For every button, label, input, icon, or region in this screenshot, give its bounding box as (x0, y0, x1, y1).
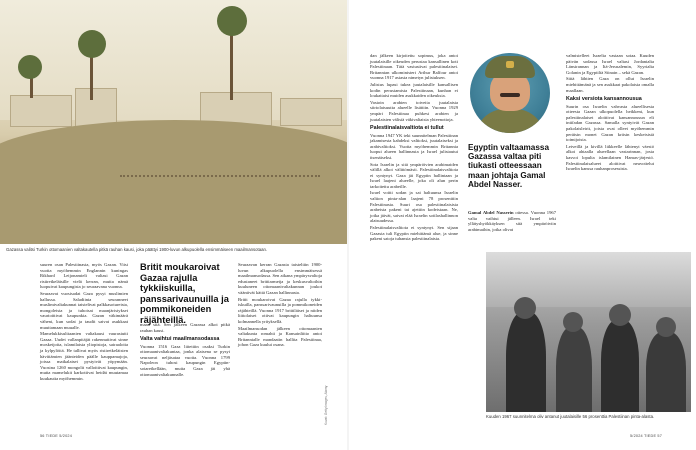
pull-quote: Britit moukaroivat Gazaa rajulla tykkiiskuilla, panssarivaunuilla ja pommikoneiden räjähteillä. (140, 262, 229, 325)
paragraph: Palestiinalaisvaltiota ei syntynyt. Sen sijaan Gazasta tuli Egyptin miehittämä alue, ja sinne pakeni satoja tuhansia palestiinalaisia. (370, 225, 458, 242)
caption-bold: Gamal Abdel Nasserin (468, 210, 514, 215)
paragraph: Vastoin arabien toiveita juutalaista siirtolaisuutta alueelle lisättiin. Vuonna 1929 ympäri Palestiinaa puhkesi arabien ja juutalaisten välisiä väkivaltaisia yhteenottoja. (370, 99, 458, 122)
page-number-left: 56 TIEDE 5/2024 (40, 434, 73, 438)
paragraph: Vuonna 1516 Gaza liitettiin osaksi Turkin ottomaanivaltakuntaa, jonka alaisena se pysyi seuraavat neljäsataa vuotta. Vuonna 1799 Napoleon tuhosi kaupungin Egyptin-sotaretkellään, mutta Gaza jäi yhä ottomaanivaltakunnalle. (140, 343, 230, 377)
caption-text: ottessa. Vuonna 1967 valta vaihtui jälleen. Israel teki yllätyshyökkäyksen sitä ympäröiviin arabimaihin, jotka olivat (468, 210, 556, 232)
subheading: Valta vaihtui maailmansodassa (140, 336, 220, 343)
paragraph: Britit moukaroivat Gazaa rajulla tykki-iskuilla, panssarivaunuilla ja pommikoneiden räjähteillä. Vuonna 1917 brittiläiset ja niiden liittolaiset ottivat kaupungin haltuunsa kolmannella yrityksellä. (238, 296, 322, 324)
subheading: Palestiinalaisvaltiota ei tullut (370, 125, 444, 132)
paragraph: maan sitä. Sen jälkeen Gazassa alkoi pitkä rauhan kausi. (140, 322, 230, 333)
paragraph: suuren osan Palestiinasta, myös Gazan. Viisi vuotta myöhemmin Englannin kuningas Rikhard Leijonamieli valtasi Gazan ristiretkeläisille vielä kerran, mutta nämä luopuivat kaupungista jo seuraavana vuonna. (40, 262, 128, 290)
paragraph: Sota Israelin ja sitä ympäröivien arabimaiden välillä alkoi välittömästi. Palestiinalaisvaltiota ei syntynyt. Gaza jäi Egyptin hallintaan ja Israel laajeni alueelle, joka oli alun perin tarkoitettu arabeille. (370, 161, 458, 189)
paragraph: Leiveillä ja kivillä liikkeelle lähtenyt väestö alkoi ahtaalla alueellaan vastarinnan, josta kasvoi lopulta islamilainen Hamas-järjestö. Palestiinalaisalueet aloittivat neuvottelut Israelin kanssa rauhanprosessista. (566, 143, 654, 172)
right-column-2 (566, 53, 654, 173)
photo-caption: Kuuden 1967 suunnitelma oliv antanut juutalaisille 56 prosenttia Palestiinan pinta-alasta. (486, 414, 655, 419)
left-column-2 (140, 322, 230, 378)
paragraph: Suurin osa Israelin vahvasta alueellisesta otteesta Gazan ulkopuolella heikkeni, kun palestiinalaiset aloittivat kansannousun eli intifadan Gazassa. Samalla syntyivät Gazan pakolaisleirit, joista ovat olleet myöhemmin peräisin monet Gazan kriisin keskeisistä toimijoista. (566, 103, 654, 143)
refugees-photo (486, 252, 691, 412)
photo-credit: Kuvat: Getty Images, Alamy (324, 385, 328, 425)
gutter (347, 0, 349, 450)
paragraph: Maailmansodan jälkeen ottomaanien valtakunta romahti ja Kansainliitto antoi Britannialle mandaatin hallita Palestiinaa, johon Gaza kuului osana. (238, 325, 322, 348)
left-column-3 (238, 262, 322, 349)
paragraph: Julistus lupasi tukea juutalaisille kansallisen kodin perustamista Palestiinaan, kunhan ei loukattaisi muiden asukkaiden oikeuksia. (370, 81, 458, 99)
portrait-caption (468, 210, 556, 233)
right-column-1 (370, 53, 458, 243)
paragraph: Israel voitti sodan ja sai haltuunsa Israelin valtion pinta-alan laajeni 78 prosenttiin Palestiinasta. Suuri osa palestiinalaisista arabeista pakeni tai ajettiin kodeistaan. Ne, jotka jäivät, saivat elää Israelin sotilashallinnon alaisuudessa. (370, 190, 458, 224)
hero-caption: Gazassa valitsi Turkin ottomaanien valtakautella pitkä rauhan kausi, joka päättyi 1900-luvun alkupuolella ensimmäiseen maailmansotaan. (6, 247, 268, 252)
page-number-right: 5/2024 TIEDE 57 (630, 434, 663, 438)
paragraph: valmistelleet Israelia vastaan sotaa. Kuuden päivän sodassa Israel valtasi Jordanialta Länsirannan ja Itä-Jerusalemin, Syyrialta Golanin ja Egyptiltä Siinain – sekä Gazan. (566, 53, 654, 75)
left-column-1 (40, 262, 128, 382)
paragraph: Siitä lähtien Gaza on ollut Israelin miehittämänä ja sen asukkaat pakolaisia omalla maallaan. (566, 76, 654, 93)
paragraph: Seuraavat vuosisadat Gaza pysyi muslimien hallussa. Saladiinia seuranneet muslimivaltakunnat taistelivat palkkasotureista, mongoleista ja tuhoisat maanjäristykset vaurioittivat kaupunkia. Gazan väkimäärä väheni, kun sodat ja taudit saivat asukkaat muuttamaan muualle. (40, 290, 128, 330)
paragraph: Mamelukkisulttaanien valtakausi vaurastutti Gazaa. Uudet vallanpitäjät rakennuttivat sinne moskeijoita, islamilaisia yliopistoja, sairaaloita ja kylpylöitä. He tallivat myös ristiretkeläisten hävittämien jäänteiden päälle kauppamajoja, joissa matkalaiset pystyivät yöpymään. Vuosina 1260 mongolit valloittivat kaupungin, mutta mamelukit karkottivat heidät muutamaa kuukautta myöhemmin. (40, 331, 128, 381)
paragraph: Vuonna 1947 YK teki suunnitelman Palestiinan jakamisesta kahdeksi valtioksi, juutalaiseksi ja arabivaltioksi. Vuotta myöhemmin Britannia luopui alueen hallinnasta ja Israel julistautui itsenäiseksi. (370, 132, 458, 160)
portrait-pull-quote: Egyptin valtaamassa Gazassa valtaa piti tiukasti otteessaan maan johtaja Gamal Abdel Nasser. (468, 143, 550, 189)
paragraph: Seuraavan kerran Gazasta taisteltiin 1900-luvun alkupuolella ensimmäisessä maailmansodassa. Sen aikana ympärysvaltoja edustaneet brittiarmeija ja keskusvaltoihin kuuluneen ottomaanivaltakunnan joukot vääntivät kättä Gazan hallinnasta. (238, 262, 322, 295)
nasser-portrait-image (470, 53, 550, 133)
paragraph: dan jälkeen kirjoitettu sopimus, joka antoi juutalaisille oikeuden perustaa kansallinen koti Palestiinaan. Tätä vastustivat palestiinalaiset. Britannian ulkoministeri Arthur Balfour antoi vuonna 1917 asiasta nimetyn julistuksen. (370, 53, 458, 81)
subheading: Kaksi versiota kansannousua (566, 96, 642, 103)
hero-photo-gaza (0, 0, 347, 244)
